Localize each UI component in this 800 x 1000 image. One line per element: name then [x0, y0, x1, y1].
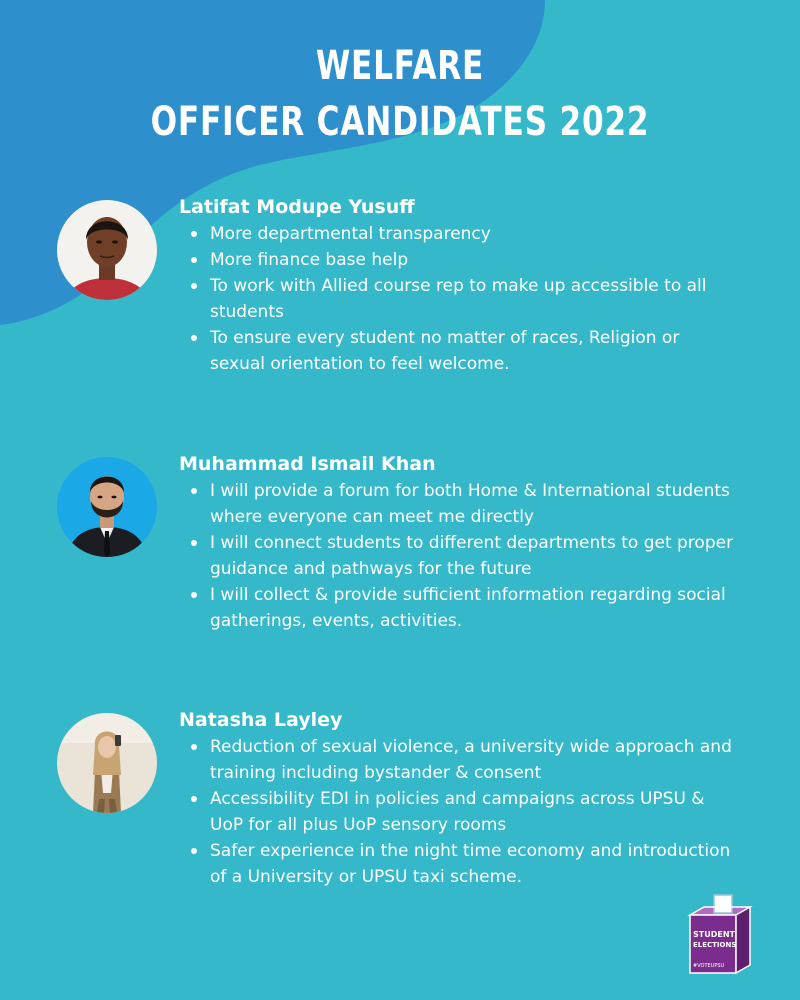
candidate-name: Latifat Modupe Yusuff — [179, 196, 415, 218]
candidate-info-muhammad — [179, 451, 739, 634]
manifesto-item: I will provide a forum for both Home & International students where everyone can meet me directly — [179, 478, 739, 530]
candidate-photo-natasha — [57, 713, 157, 813]
logo-text-elections: ELECTIONS — [693, 941, 737, 949]
candidate-photo-latifat — [57, 200, 157, 300]
logo-text-student: STUDENT — [693, 930, 735, 939]
candidate-info-natasha — [179, 707, 739, 890]
ballot-paper-icon — [714, 895, 732, 913]
manifesto-list — [179, 221, 739, 377]
manifesto-item: Safer experience in the night time economy and introduction of a University or UPSU taxi scheme. — [179, 838, 739, 890]
manifesto-item: To work with Allied course rep to make up accessible to all students — [179, 273, 739, 325]
manifesto-item: I will connect students to different departments to get proper guidance and pathways for the future — [179, 530, 739, 582]
title-line-2: OFFICER CANDIDATES 2022 — [150, 99, 650, 145]
candidate-info-latifat — [179, 194, 739, 377]
candidate-photo-muhammad — [57, 457, 157, 557]
manifesto-item: Accessibility EDI in policies and campaigns across UPSU & UoP for all plus UoP sensory rooms — [179, 786, 739, 838]
manifesto-item: More finance base help — [179, 247, 739, 273]
manifesto-list — [179, 734, 739, 890]
manifesto-item: More departmental transparency — [179, 221, 739, 247]
manifesto-list — [179, 478, 739, 634]
logo-hashtag: #VOTEUPSU — [693, 963, 725, 969]
student-elections-logo — [686, 893, 756, 975]
title-line-1: WELFARE — [315, 43, 485, 89]
manifesto-item: To ensure every student no matter of races, Religion or sexual orientation to feel welcome. — [179, 325, 739, 377]
manifesto-item: Reduction of sexual violence, a university wide approach and training including bystander & consent — [179, 734, 739, 786]
candidate-name: Muhammad Ismail Khan — [179, 453, 436, 475]
manifesto-item: I will collect & provide sufficient information regarding social gatherings, events, activities. — [179, 582, 739, 634]
candidate-name: Natasha Layley — [179, 709, 343, 731]
page-title — [88, 38, 712, 150]
